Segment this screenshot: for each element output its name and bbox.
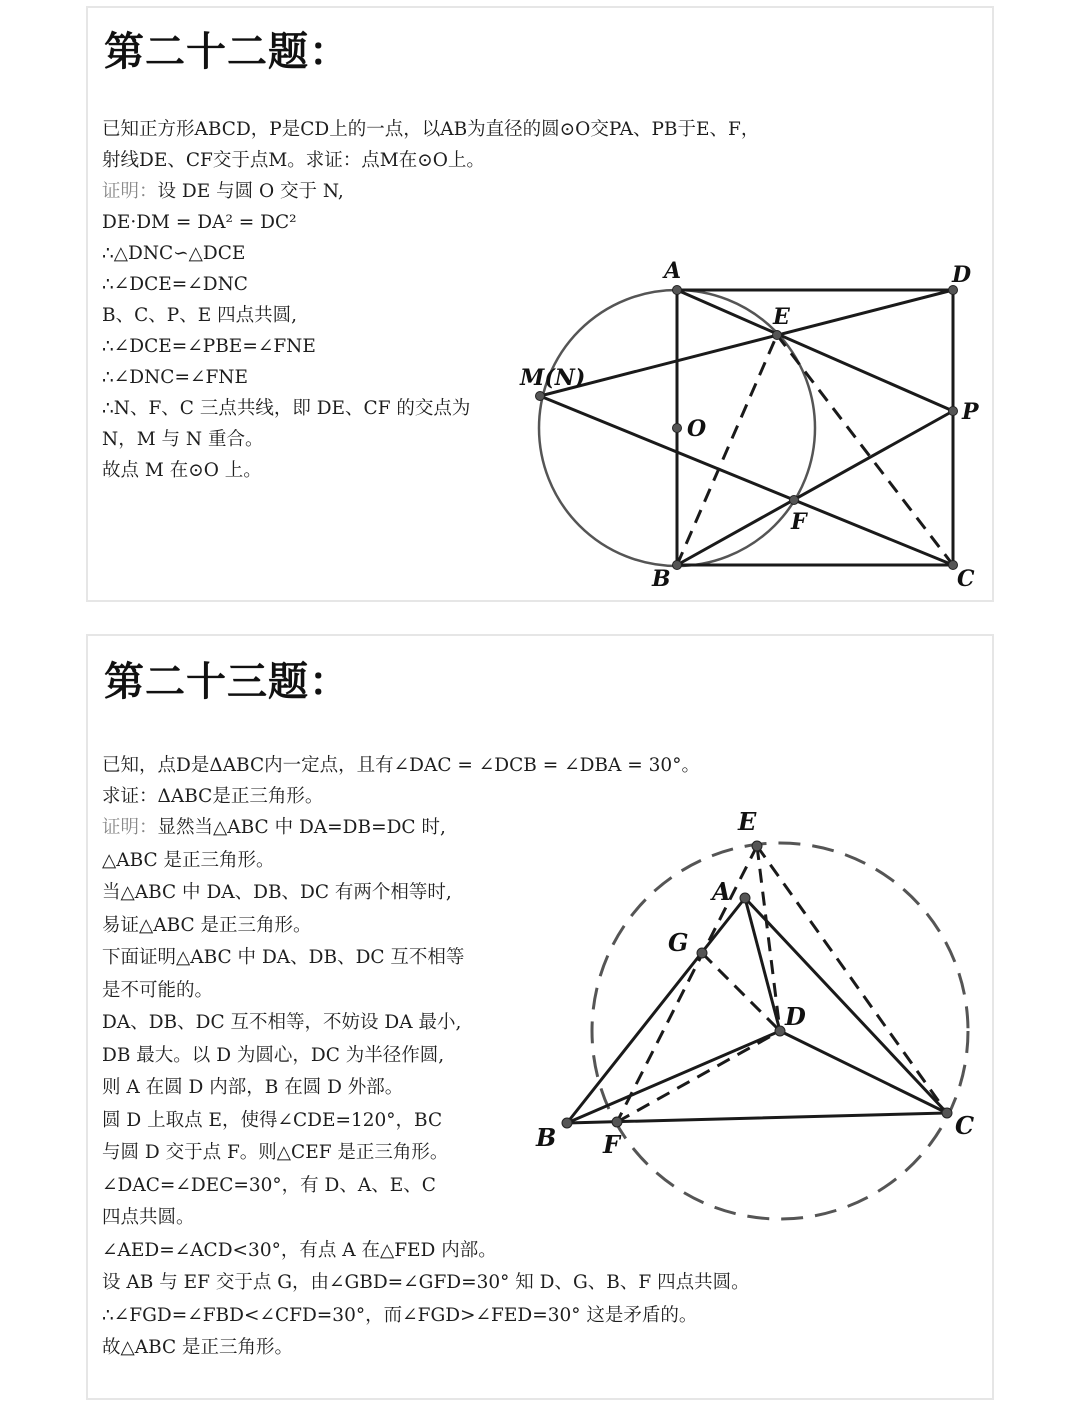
proof-line: 则 A 在圆 D 内部，B 在圆 D 外部。 <box>102 1077 404 1098</box>
label-c: C <box>955 1111 975 1140</box>
dashed-be <box>677 335 777 565</box>
point-m <box>536 392 545 401</box>
point-f <box>612 1117 622 1127</box>
label-g: G <box>668 928 689 957</box>
line-bd <box>567 1031 780 1123</box>
proof-line: 圆 D 上取点 E，使得∠CDE=120°，BC <box>102 1109 443 1131</box>
proof-line: DE·DM = DA² = DC² <box>102 212 297 233</box>
proof-line: ∴N、F、C 三点共线，即 DE、CF 的交点为 <box>102 398 471 419</box>
proof-first: 设 DE 与圆 O 交于 N, <box>157 181 344 202</box>
proof-label: 证明： <box>102 181 158 202</box>
dashed-ec <box>757 846 947 1113</box>
point-o <box>673 424 682 433</box>
point-a <box>740 893 750 903</box>
proof-line: ∴△DNC∽△DCE <box>102 243 246 264</box>
label-f: F <box>791 509 807 535</box>
point-e <box>752 841 762 851</box>
point-e <box>773 331 782 340</box>
proof-label: 证明： <box>102 817 158 838</box>
statement-line: 已知正方形ABCD，P是CD上的一点，以AB为直径的圆⊙O交PA、PB于E、F， <box>102 119 760 140</box>
triangle-abc <box>567 898 947 1123</box>
line-cm <box>540 396 953 565</box>
proof-line: 四点共圆。 <box>102 1207 195 1228</box>
proof-line: ∠AED=∠ACD<30°，有点 A 在△FED 内部。 <box>102 1239 497 1261</box>
proof-line: B、C、P、E 四点共圆, <box>102 305 297 326</box>
proof-line: 是不可能的。 <box>102 979 214 1001</box>
label-p: P <box>962 399 979 425</box>
line-dm <box>540 290 953 396</box>
line-cd <box>780 1031 947 1113</box>
point-p <box>949 407 958 416</box>
point-d <box>775 1026 785 1036</box>
proof-line: 易证△ABC 是正三角形。 <box>102 914 312 936</box>
proof-line: 设 AB 与 EF 交于点 G，由∠GBD=∠GFD=30° 知 D、G、B、F 四点共圆。 <box>102 1272 750 1293</box>
proof-line: DA、DB、DC 互不相等，不妨设 DA 最小, <box>102 1012 462 1033</box>
label-d: D <box>952 262 972 288</box>
proof-first: 显然当△ABC 中 DA=DB=DC 时, <box>157 817 446 838</box>
point-f <box>790 496 799 505</box>
point-g <box>697 948 707 958</box>
point-c <box>942 1108 952 1118</box>
problem-23-title: 第二十三题： <box>104 659 350 705</box>
label-a: A <box>712 877 731 906</box>
problem-22-title: 第二十二题： <box>104 29 350 75</box>
statement-line: 射线DE、CF交于点M。求证：点M在⊙O上。 <box>102 150 485 171</box>
point-b <box>562 1118 572 1128</box>
proof-line: ∴∠FGD=∠FBD<∠CFD=30°，而∠FGD>∠FED=30° 这是矛盾的。 <box>102 1304 698 1326</box>
label-c: C <box>957 566 975 592</box>
proof-line: 下面证明△ABC 中 DA、DB、DC 互不相等 <box>102 947 465 968</box>
statement-line: 已知，点D是ΔABC内一定点，且有∠DAC = ∠DCB = ∠DBA = 30°。 <box>102 755 700 776</box>
label-b: B <box>536 1123 557 1152</box>
proof-line: DB 最大。以 D 为圆心，DC 为半径作圆, <box>102 1044 445 1066</box>
label-f: F <box>603 1130 621 1159</box>
proof-line: ∠DAC=∠DEC=30°，有 D、A、E、C <box>102 1174 436 1196</box>
proof-line: 故点 M 在⊙O 上。 <box>102 460 262 481</box>
proof-line: N，M 与 N 重合。 <box>102 429 264 450</box>
proof-line: 与圆 D 交于点 F。则△CEF 是正三角形。 <box>102 1142 449 1163</box>
label-mn: M(N) <box>520 365 586 391</box>
label-e: E <box>773 304 790 330</box>
proof-line: 当△ABC 中 DA、DB、DC 有两个相等时, <box>102 882 452 903</box>
label-e: E <box>738 807 757 836</box>
label-d: D <box>785 1002 806 1031</box>
point-b <box>673 561 682 570</box>
proof-line: ∴∠DCE=∠DNC <box>102 274 248 295</box>
problem-23-figure <box>0 780 1080 1260</box>
label-o: O <box>687 416 707 442</box>
proof-line: 故△ABC 是正三角形。 <box>102 1337 294 1358</box>
statement-line: 求证：ΔABC是正三角形。 <box>102 786 324 807</box>
label-a: A <box>664 258 682 284</box>
problem-22-figure <box>0 0 1080 620</box>
proof-line: △ABC 是正三角形。 <box>102 849 275 871</box>
proof-line: ∴∠DCE=∠PBE=∠FNE <box>102 336 316 357</box>
label-b: B <box>652 566 671 592</box>
dashed-ef <box>617 846 757 1122</box>
proof-line: ∴∠DNC=∠FNE <box>102 367 248 388</box>
point-a <box>673 286 682 295</box>
